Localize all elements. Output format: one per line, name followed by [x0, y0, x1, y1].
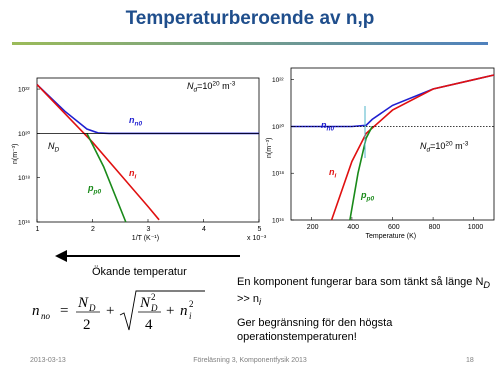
x-tick-label: 2: [91, 226, 95, 233]
arrow-label: Ökande temperatur: [92, 266, 187, 278]
formula-sq-1: 2: [151, 292, 156, 302]
label-ni-left: $n_i$: [129, 168, 137, 181]
x-tick-label: 1: [35, 226, 40, 233]
x-tick-label: 4: [202, 226, 206, 233]
y-tick-label: 10²⁰: [18, 130, 31, 138]
formula-plus-1: +: [106, 303, 115, 319]
y-axis-label: n(m⁻³): [266, 137, 273, 158]
slide-title: Temperaturberoende av n,p: [125, 8, 375, 29]
formula-nd-2: N: [140, 295, 151, 311]
label-ni-right: $n_i$: [329, 167, 337, 180]
y-tick-label: 10²²: [272, 77, 284, 85]
footer-page: 18: [466, 357, 474, 364]
formula-equals: =: [60, 303, 69, 319]
formula: [30, 285, 230, 335]
text-1-rest: >> n: [237, 293, 260, 306]
formula-sq-2: 2: [189, 299, 194, 309]
label-nn0-left: $n_{n0}$: [129, 115, 143, 128]
label-nd-left: $N_D$: [48, 141, 60, 154]
formula-sqrt: [120, 291, 205, 330]
y-tick-label: 10²⁰: [272, 123, 285, 131]
formula-ni: n: [180, 303, 188, 319]
label-pp0-right: $p_{p0}$: [361, 190, 375, 203]
text-paragraph-2: Ger begränsning för den högsta operationstemperaturen!: [237, 317, 393, 343]
y-tick-label: 10²²: [18, 86, 30, 94]
x-axis-label: Temperature (K): [365, 233, 417, 240]
text-1: En komponent fungerar bara som tänkt så länge N: [237, 276, 484, 288]
y-tick-label: 10¹⁸: [272, 170, 285, 178]
y-axis-label: n(m⁻³): [12, 143, 19, 164]
x-multiplier-label: x 10⁻³: [247, 235, 267, 242]
formula-ni-sub: i: [189, 311, 192, 321]
label-pp0-left: $p_{p0}$: [88, 183, 102, 196]
formula-four: 4: [145, 317, 153, 333]
footer-date: 2013-03-13: [30, 357, 66, 364]
y-tick-label: 10¹⁶: [272, 217, 285, 225]
annotation-nd-right: $N_d=10^{20}$ $m^{-3}$: [420, 140, 469, 154]
formula-lhs-sub: no: [41, 311, 50, 321]
left-plot-frame: [37, 78, 259, 222]
label-nn0-right: $n_{n0}$: [321, 120, 335, 133]
temperature-arrow-head: [55, 250, 67, 262]
x-axis-label: 1/T (K⁻¹): [131, 235, 160, 242]
x-tick-label: 5: [257, 226, 262, 233]
annotation-nd-left: $N_d=10^{20}$ $m^{-3}$: [187, 80, 236, 94]
x-tick-label: 1000: [467, 224, 484, 231]
y-tick-label: 10¹⁶: [18, 219, 31, 227]
x-tick-label: 600: [388, 224, 400, 231]
formula-plus-2: +: [166, 303, 175, 319]
formula-lhs: n: [32, 303, 40, 319]
y-tick-label: 10¹⁸: [18, 175, 31, 183]
x-tick-label: 400: [347, 224, 360, 231]
formula-two: 2: [83, 317, 91, 333]
footer-center: Föreläsning 3, Komponentfysik 2013: [193, 357, 307, 364]
x-tick-label: 200: [306, 224, 319, 231]
formula-nd: N: [78, 295, 89, 311]
text-1-sub-d: D: [483, 280, 491, 291]
formula-nd-sub: D: [89, 303, 96, 313]
x-tick-label: 800: [428, 224, 441, 231]
x-tick-label: 3: [146, 226, 151, 233]
text-1-sub-i: i: [259, 297, 262, 308]
text-paragraph-1: [237, 275, 492, 309]
formula-nd-2-sub: D: [151, 303, 158, 313]
